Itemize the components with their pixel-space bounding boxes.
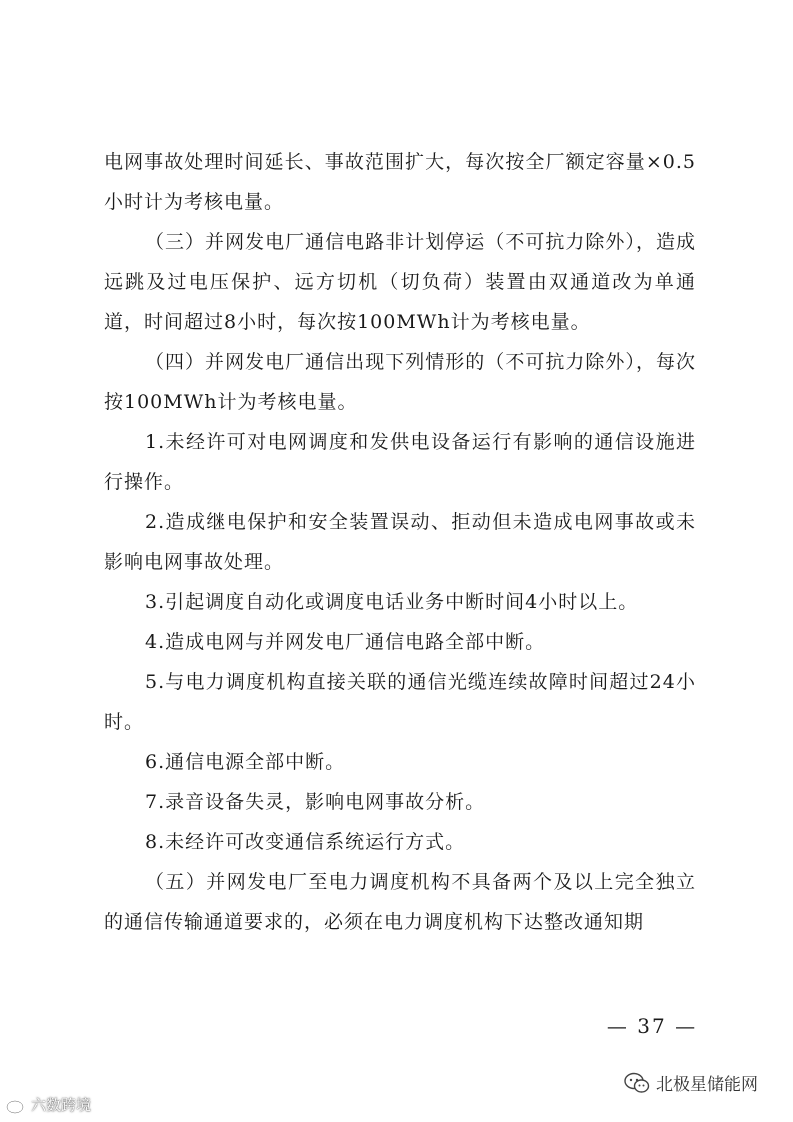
paragraph-10: 7.录音设备失灵，影响电网事故分析。	[145, 791, 486, 813]
paragraph-9: 6.通信电源全部中断。	[145, 751, 346, 773]
paragraph-2: （三）并网发电厂通信电路非计划停运（不可抗力除外），造成远跳及过电压保护、远方切机（切负荷）装置由双通道改为单通道，时间超过8小时，每次按100MWh计为考核电量。	[104, 231, 696, 333]
paragraph-7: 4.造成电网与并网发电厂通信电路全部中断。	[145, 631, 546, 653]
paragraph-3: （四）并网发电厂通信出现下列情形的（不可抗力除外），每次按100MWh计为考核电量。	[104, 351, 696, 413]
page-number: — 37 —	[606, 1014, 698, 1038]
paragraph-5: 2.造成继电保护和安全装置误动、拒动但未造成电网事故或未影响电网事故处理。	[104, 511, 696, 573]
paragraph-11: 8.未经许可改变通信系统运行方式。	[145, 831, 466, 853]
weibo-icon	[6, 1096, 28, 1114]
paragraph-8: 5.与电力调度机构直接关联的通信光缆连续故障时间超过24小时。	[104, 671, 696, 733]
paragraph-1: 电网事故处理时间延长、事故范围扩大，每次按全厂额定容量×0.5小时计为考核电量。	[104, 151, 696, 213]
wechat-icon	[624, 1072, 650, 1094]
paragraph-4: 1.未经许可对电网调度和发供电设备运行有影响的通信设施进行操作。	[104, 431, 696, 493]
watermark-left	[6, 1094, 91, 1115]
watermark-right	[624, 1070, 758, 1095]
paragraph-6: 3.引起调度自动化或调度电话业务中断时间4小时以上。	[145, 591, 639, 613]
watermark-right-text: 北极星储能网	[656, 1075, 758, 1095]
watermark-left-text: 六数跨境	[31, 1096, 92, 1114]
paragraph-12: （五）并网发电厂至电力调度机构不具备两个及以上完全独立的通信传输通道要求的，必须在电力调度机构下达整改通知期	[104, 871, 696, 933]
